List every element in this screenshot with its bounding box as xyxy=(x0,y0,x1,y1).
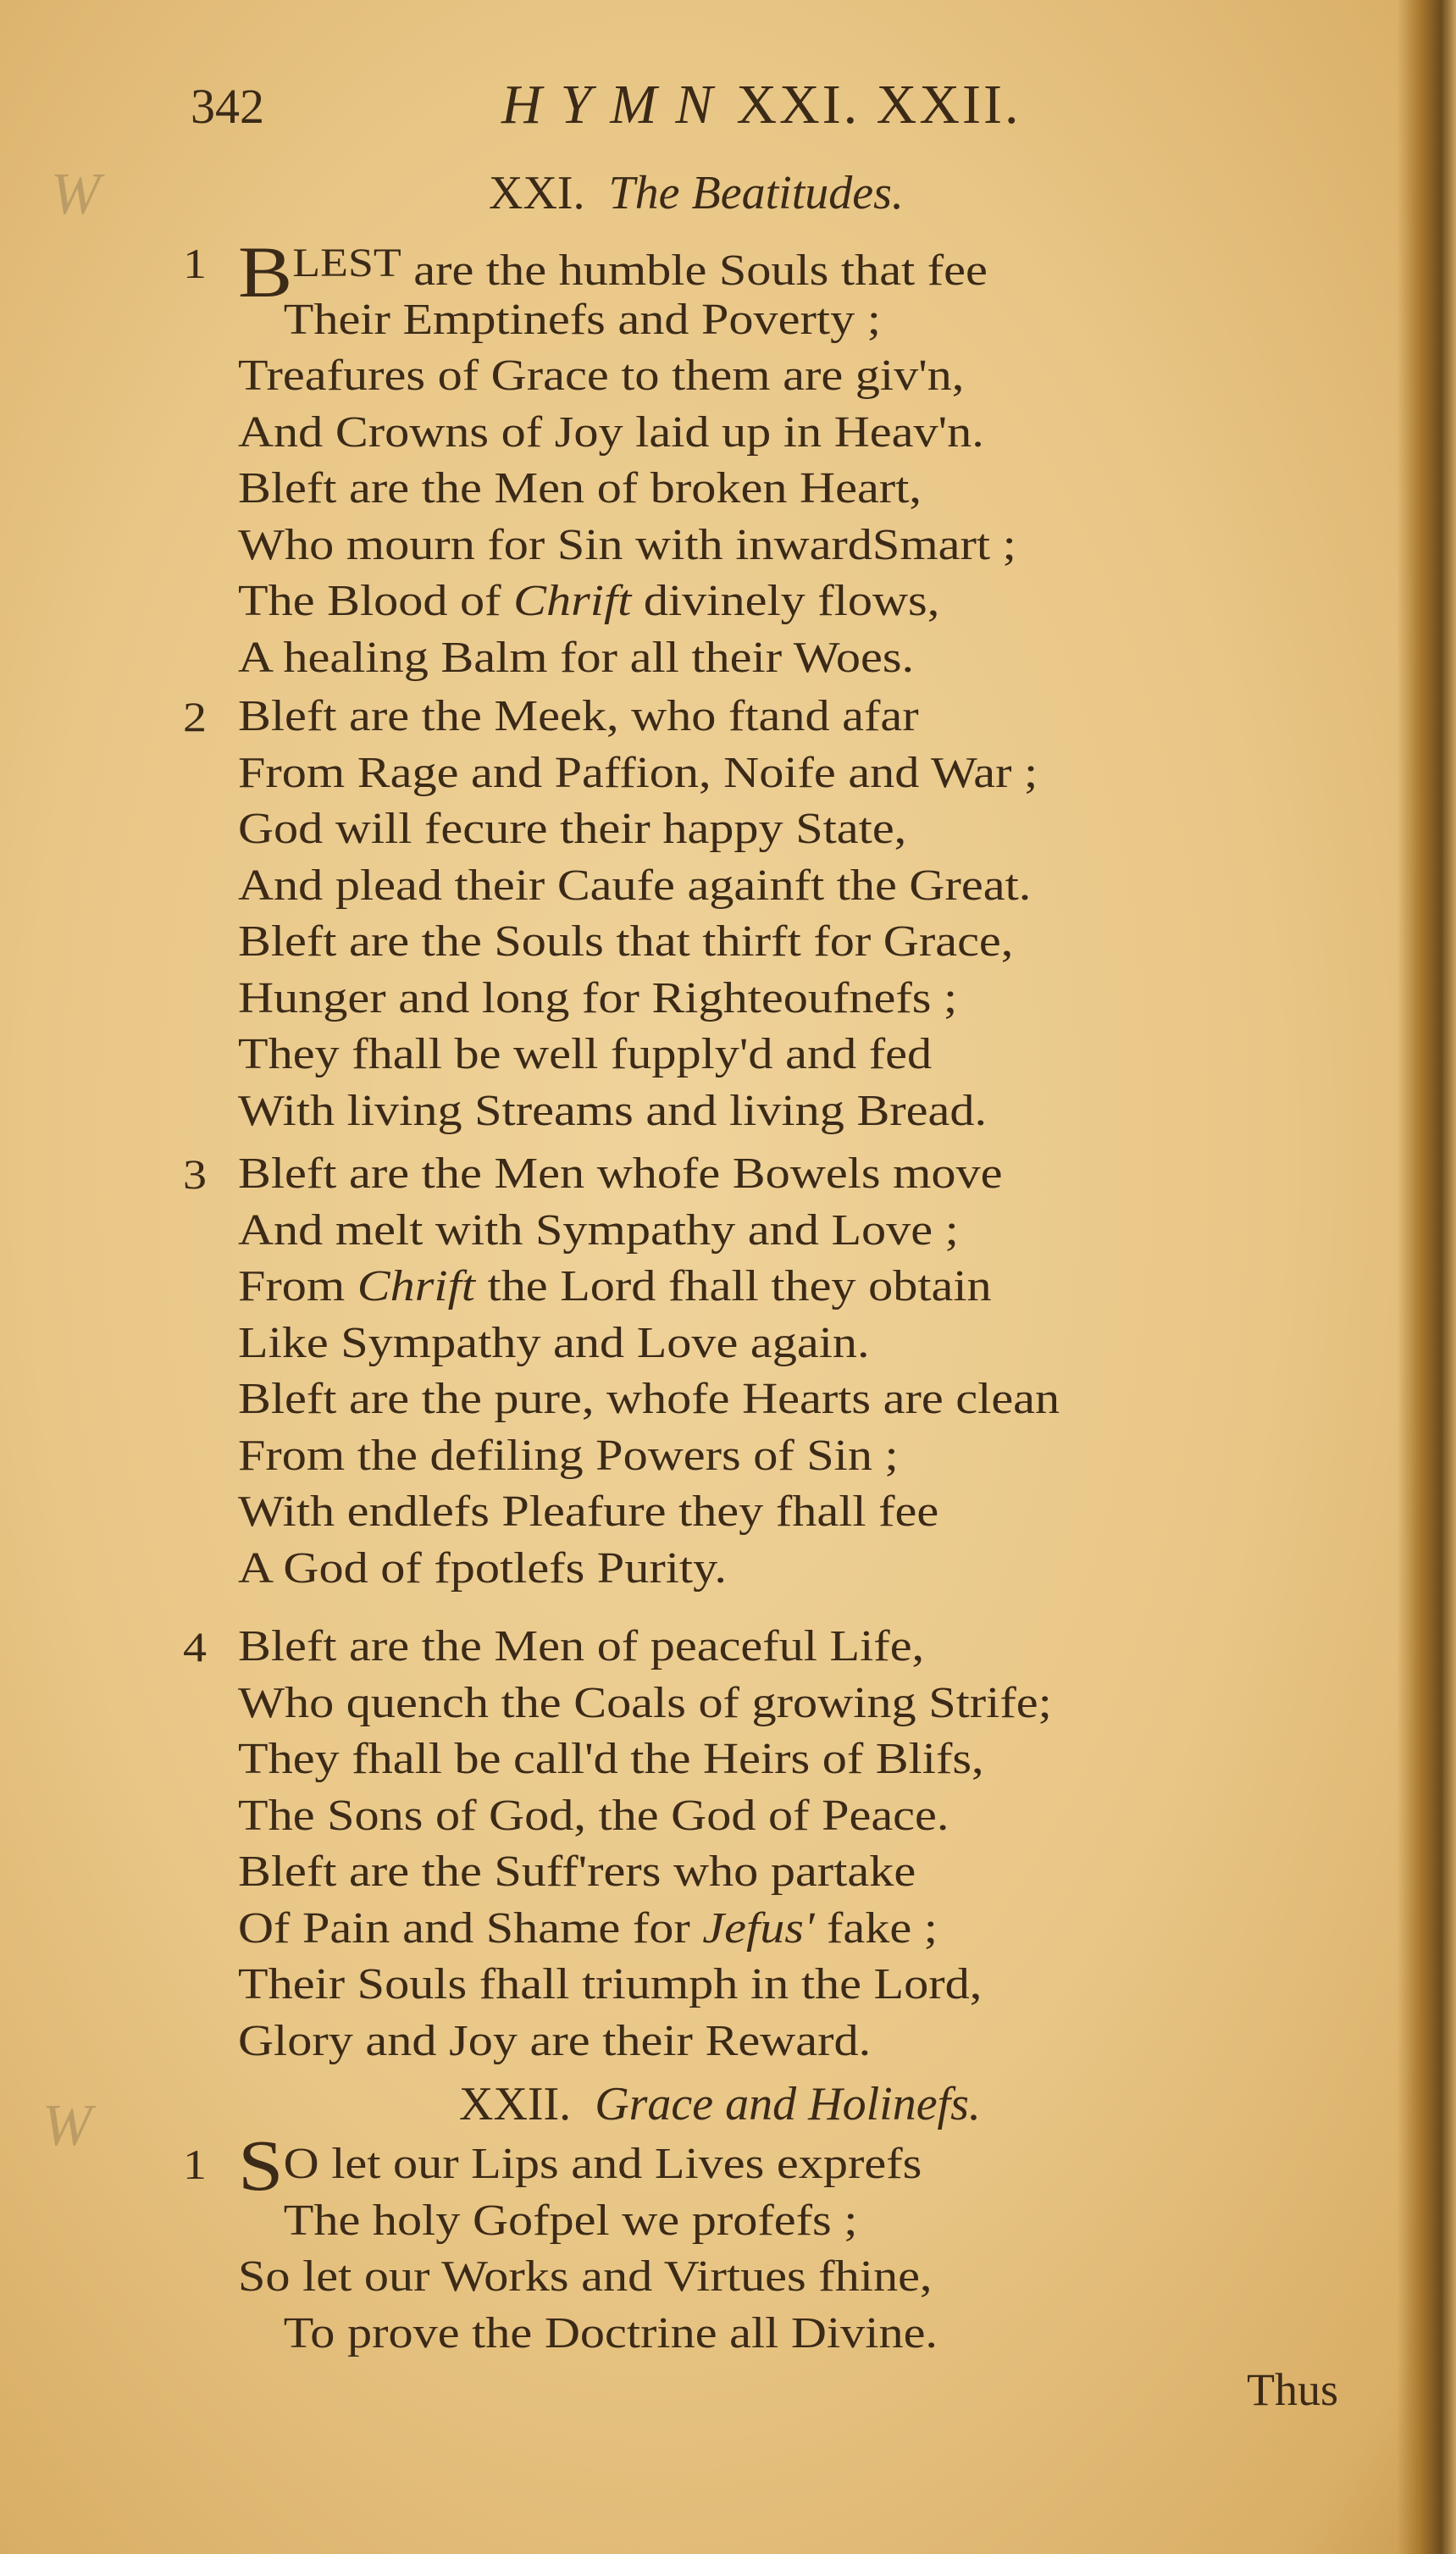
verse-text: are the humble Souls that fee xyxy=(401,247,988,295)
verse-line xyxy=(238,348,1016,405)
verse-line xyxy=(238,1083,1038,1140)
verse-line xyxy=(238,1027,1038,1083)
verse-text: Bleft are the Men of broken Heart, xyxy=(238,464,922,512)
verse-line xyxy=(238,573,1016,630)
verse-text: And Crowns of Joy laid up in Heav'n. xyxy=(238,407,984,457)
verse-text: With living Streams and living Bread. xyxy=(238,1086,988,1135)
pencil-mark: W xyxy=(51,162,101,227)
stanza xyxy=(183,689,1038,1139)
verse-text: LEST xyxy=(292,241,401,285)
verse-text: Chrift xyxy=(357,1262,475,1310)
verse-line xyxy=(238,745,1038,802)
verse-line xyxy=(238,231,1016,313)
verse-text: Their Souls fhall triumph in the Lord, xyxy=(238,1960,983,2008)
verse-line xyxy=(238,292,1016,349)
verse-text: Who quench the Coals of growing Strife; xyxy=(238,1678,1052,1727)
verse-line xyxy=(238,405,1016,462)
verse-text: The Blood of xyxy=(238,577,514,625)
verse-line xyxy=(238,1676,1052,1732)
verse-text: God will fecure their happy State, xyxy=(238,805,907,853)
verse-text: Chrift xyxy=(513,577,632,625)
verse-line xyxy=(238,1146,1060,1203)
verse-text: the Lord fhall they obtain xyxy=(474,1262,992,1310)
verse-line xyxy=(238,1484,1060,1541)
verse-line xyxy=(238,2306,938,2363)
hymn-title: The Beatitudes. xyxy=(608,167,904,219)
stanza xyxy=(183,1619,1052,2069)
verse-text: They fhall be call'd the Heirs of Blifs, xyxy=(238,1735,984,1783)
verse-text: Their Emptinefs and Poverty ; xyxy=(283,295,881,344)
verse-line xyxy=(238,461,1016,518)
verse-line xyxy=(238,518,1016,574)
verse-line xyxy=(238,914,1038,971)
stanza-number: 1 xyxy=(183,240,208,287)
verse-text: Bleft are the Meek, who ftand afar xyxy=(238,692,919,740)
verse-text: With endlefs Pleafure they fhall fee xyxy=(238,1488,939,1536)
running-head-hymn: HYMN xyxy=(501,74,732,136)
verse-line xyxy=(238,1316,1060,1372)
verse-text: A God of fpotlefs Purity. xyxy=(238,1543,727,1593)
verse-line xyxy=(238,1788,1052,1845)
verse-text: Who mourn for Sin with inwardSmart ; xyxy=(238,520,1016,569)
pencil-mark: W xyxy=(42,2093,92,2158)
verse-text: Hunger and long for Righteoufnefs ; xyxy=(238,973,958,1022)
verse-line xyxy=(238,1371,1060,1428)
verse-text: Bleft are the Men whofe Bowels move xyxy=(238,1150,1003,1198)
running-head xyxy=(501,73,1021,137)
verse-text: Bleft are the pure, whofe Hearts are clean xyxy=(238,1375,1060,1423)
catchword: Thus xyxy=(1247,2364,1338,2415)
stanza xyxy=(183,2125,938,2362)
verse-line xyxy=(238,2193,938,2250)
verse-text: From Rage and Paffion, Noife and War ; xyxy=(238,748,1038,797)
page-number: 342 xyxy=(191,79,264,134)
verse-text: A healing Balm for all their Woes. xyxy=(238,633,915,682)
verse-text: divinely flows, xyxy=(631,577,940,625)
drop-cap: S xyxy=(238,2125,284,2206)
stanza xyxy=(183,231,1016,686)
verse-line xyxy=(238,858,1038,915)
running-head-numbers: XXI. XXII. xyxy=(736,74,1021,136)
hymn-22-heading xyxy=(459,2077,981,2131)
verse-text: Glory and Joy are their Reward. xyxy=(238,2016,872,2065)
verse-text: Of Pain and Shame for xyxy=(238,1903,703,1953)
verse-line xyxy=(238,1957,1052,2014)
verse-line xyxy=(238,1901,1052,1958)
verse-text: Jefus' xyxy=(702,1903,815,1953)
verse-text: To prove the Doctrine all Divine. xyxy=(283,2308,938,2357)
verse-text: Bleft are the Souls that thirft for Grace, xyxy=(238,917,1014,966)
verse-text: Bleft are the Suff'rers who partake xyxy=(238,1848,916,1896)
verse-text: fake ; xyxy=(814,1903,938,1953)
verse-line xyxy=(238,1541,1060,1598)
verse-line xyxy=(238,1259,1060,1316)
verse-line xyxy=(238,1203,1060,1260)
stanza-number: 2 xyxy=(183,693,208,740)
verse-text: And melt with Sympathy and Love ; xyxy=(238,1205,959,1255)
drop-cap: B xyxy=(238,231,293,313)
verse-text: Bleft are the Men of peaceful Life, xyxy=(238,1622,925,1670)
verse-line xyxy=(238,2125,938,2206)
stanza-number: 1 xyxy=(183,2141,208,2188)
stanza xyxy=(183,1146,1060,1597)
verse-text: Treafures of Grace to them are giv'n, xyxy=(238,352,965,400)
verse-text: And plead their Caufe againft the Great. xyxy=(238,861,1032,910)
verse-line xyxy=(238,1844,1052,1901)
verse-line xyxy=(238,689,1038,745)
verse-text: From the defiling Powers of Sin ; xyxy=(238,1431,899,1480)
stanza-number: 4 xyxy=(183,1623,208,1670)
verse-text: Like Sympathy and Love again. xyxy=(238,1318,870,1367)
hymn-21-heading xyxy=(489,166,904,220)
hymn-title: Grace and Holinefs. xyxy=(595,2078,981,2130)
verse-text: So let our Works and Virtues fhine, xyxy=(238,2252,933,2301)
verse-line xyxy=(238,1731,1052,1788)
verse-text: They fhall be well fupply'd and fed xyxy=(238,1030,933,1078)
verse-line xyxy=(238,1428,1060,1485)
verse-line xyxy=(238,2249,938,2306)
verse-text: The Sons of God, the God of Peace. xyxy=(238,1791,949,1840)
hymn-number: XXII. xyxy=(459,2078,572,2130)
verse-text: O let our Lips and Lives exprefs xyxy=(283,2140,922,2188)
verse-line xyxy=(238,630,1016,687)
page-edge xyxy=(1397,0,1456,2554)
verse-line xyxy=(238,1619,1052,1676)
verse-line xyxy=(238,801,1038,858)
verse-line xyxy=(238,971,1038,1028)
verse-text: From xyxy=(238,1262,357,1310)
stanza-number: 3 xyxy=(183,1150,208,1198)
verse-line xyxy=(238,2014,1052,2070)
verse-text: The holy Gofpel we profefs ; xyxy=(283,2196,858,2245)
hymn-number: XXI. xyxy=(489,167,585,219)
